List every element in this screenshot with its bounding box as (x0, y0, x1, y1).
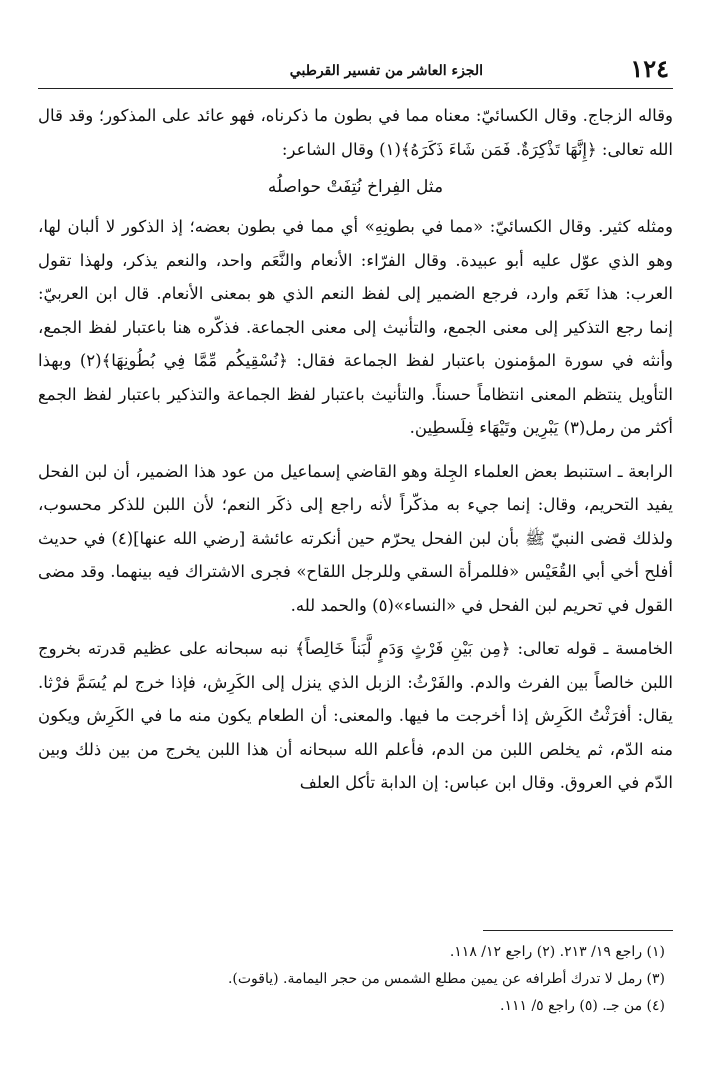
paragraph-2: ومثله كثير. وقال الكسائيّ: «مما في بطونِهِ» أي مما في بطون بعضه؛ إذ الذكور لا ألبان لها، وهو الذي عوّل عليه أبو عبيدة. وقال الفرّاء: الأنعام والنَّعَم واحد، والنعم يذكر، ولهذا تقول العرب: هذا نَعَم وارد، فرجع الضمير إلى لفظ النعم الذي هو بمعنى الأنعام. قال ابن العربيّ: إنما رجع التذكير إلى معنى الجمع، والتأنيث إلى معنى الجماعة. فذكّره هنا باعتبار لفظ الجمع، وأنثه في سورة المؤمنون باعتبار لفظ الجماعة فقال: ﴿نُسْقِيكُم مِّمَّا فِي بُطُونِهَا﴾(٢) وبهذا التأويل ينتظم المعنى انتظاماً حسناً. والتأنيث باعتبار لفظ الجماعة والتذكير باعتبار لفظ الجمع أكثر من رمل(٣) يَبْرِين وتَيْهَاء فِلَسطِين. (38, 217, 673, 437)
footnote-line-2: (٣) رمل لا تدرك أطرافه عن يمين مطلع الشمس من حجر اليمامة. (ياقوت). (227, 971, 665, 987)
footnote-line-3: (٤) من جـ. (٥) راجع ٥/ ١١١. (499, 998, 665, 1014)
section-gap (38, 622, 673, 632)
paragraph-3: الرابعة ـ استنبط بعض العلماء الجِلة وهو القاضي إسماعيل من عود هذا الضمير، أن لبن الفحل يفيد التحريم، وقال: إنما جيء به مذكّراً لأنه راجع إلى ذكَر النعم؛ لأن اللبن للذكر محسوب، ولذلك قضى النبيّ ﷺ بأن لبن الفحل يحرّم حين أنكرته عائشة [رضي الله عنها](٤) في حديث أفلح أخي أبي القُعَيْس «فللمرأة السقي وللرجل اللقاح» فجرى الاشتراك فيه بينهما. وقد مضى القول في تحريم لبن الفحل في «النساء»(٥) والحمد لله. (38, 461, 673, 615)
poetry-verse: مثل الفِراخ نُتِفَتْ حواصلُه (267, 177, 444, 197)
paragraph-4: الخامسة ـ قوله تعالى: ﴿مِن بَيْنِ فَرْثٍ وَدَمٍ لَّبَناً خَالِصاً﴾ نبه سبحانه على عظيم قدرته بخروج اللبن خالصاً بين الفرث والدم. والفَرْثُ: الزبل الذي ينزل إلى الكَرِش، فإذا خرج لم يُسَمَّ فرْثا. يقال: أفرَثْتُ الكَرِش إذا أخرجت ما فيها. والمعنى: أن الطعام يكون منه ما في الكَرِش ويكون منه الدّم، ثم يخلص اللبن من الدم، فأعلم الله سبحانه أن هذا اللبن يخرج من بين ذلك وبين الدّم في العروق. وقال ابن عباس: إن الدابة تأكل العلف (38, 639, 673, 792)
footnotes (38, 930, 673, 1020)
page (38, 54, 673, 800)
page-header (38, 54, 673, 89)
running-title: الجزء العاشر من تفسير القرطبي (289, 63, 483, 79)
footnote-line-1: (١) راجع ١٩/ ٢١٣. (٢) راجع ١٢/ ١١٨. (449, 944, 665, 960)
page-number: ١٢٤ (630, 54, 669, 83)
paragraph-1: وقاله الزجاج. وقال الكسائيّ: معناه مما في بطون ما ذكرناه، فهو عائد على المذكور؛ وقد قال الله تعالى: ﴿إِنَّهَا تَذْكِرَةٌ. فَمَن شَاءَ ذَكَرَهُ﴾(١) وقال الشاعر: (38, 106, 673, 159)
section-gap (38, 445, 673, 455)
footnote-rule (483, 930, 673, 931)
